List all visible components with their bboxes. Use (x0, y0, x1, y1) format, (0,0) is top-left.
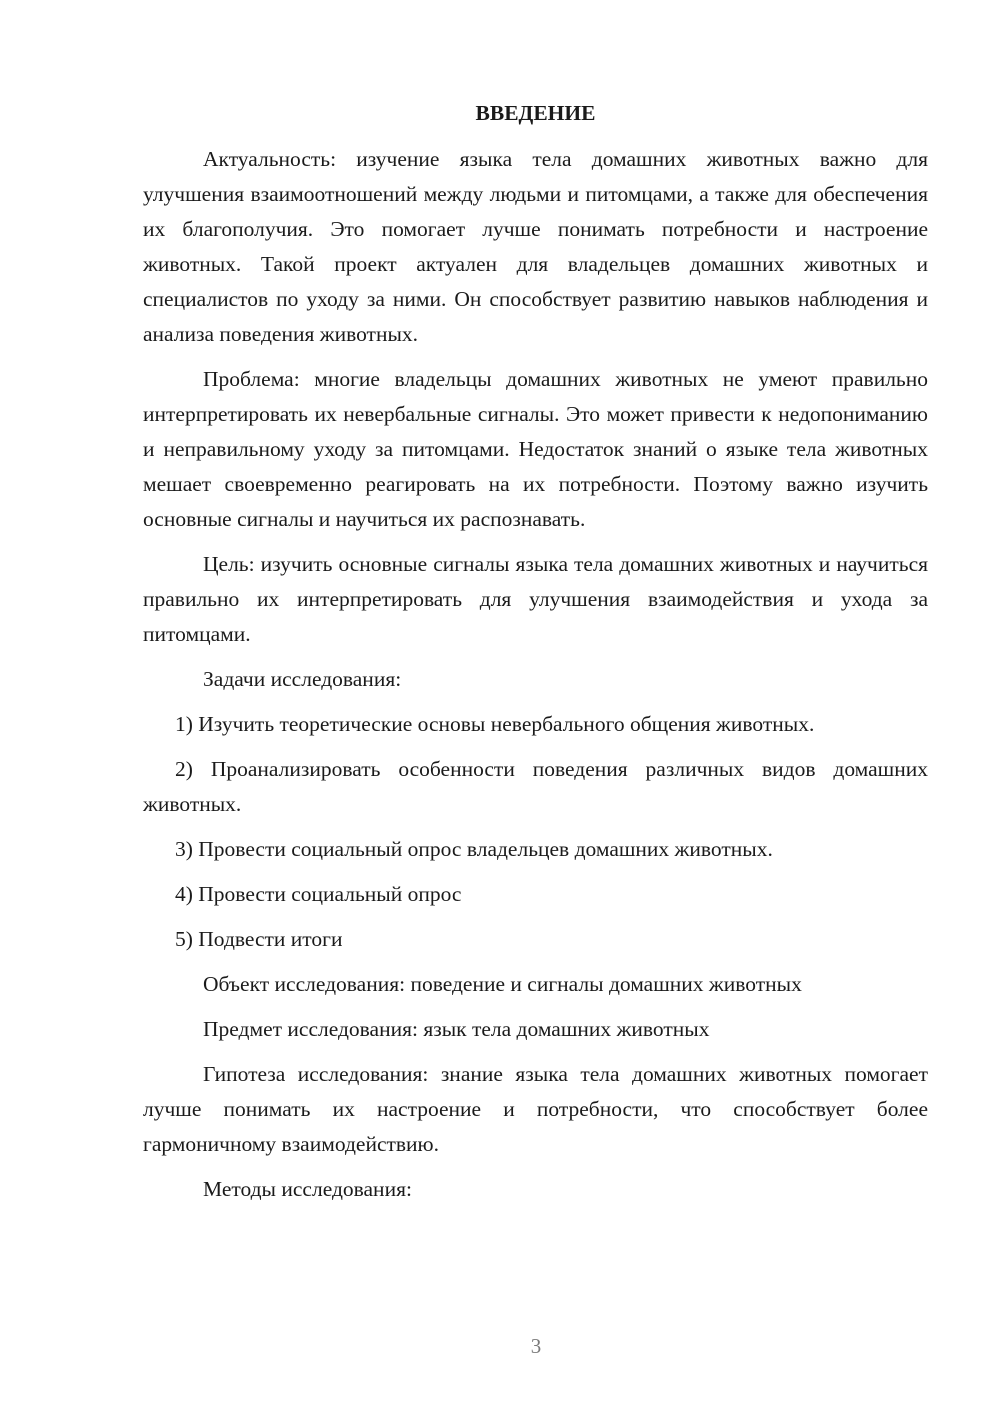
methods-heading: Методы исследования: (203, 1177, 412, 1201)
object-paragraph: Объект исследования: поведение и сигналы домашних животных (203, 972, 802, 996)
goal-paragraph: Цель: изучить основные сигналы языка тела домашних животных и научиться правильно их интерпретировать для улучшения взаимодействия и ухода за питомцами. (143, 552, 928, 646)
problem-paragraph: Проблема: многие владельцы домашних животных не умеют правильно интерпретировать их невербальные сигналы. Это может привести к недопониманию и неправильному уходу за питомцами. Недостаток знаний о языке тела животных мешает своевременно реагировать на их потребности. Поэтому важно изучить основные сигналы и научиться их распознавать. (143, 367, 928, 531)
hypothesis-paragraph: Гипотеза исследования: знание языка тела домашних животных помогает лучше понимать их настроение и потребности, что способствует более гармоничному взаимодействию. (143, 1062, 928, 1156)
task-item: 1) Изучить теоретические основы невербального общения животных. (175, 712, 815, 736)
task-item: 2) Проанализировать особенности поведения различных видов домашних животных. (143, 757, 928, 816)
page-content (143, 96, 928, 1217)
relevance-paragraph: Актуальность: изучение языка тела домашних животных важно для улучшения взаимоотношений между людьми и питомцами, а также для обеспечения их благополучия. Это помогает лучше понимать потребности и настроение животных. Такой проект актуален для владельцев домашних животных и специалистов по уходу за ними. Он способствует развитию навыков наблюдения и анализа поведения животных. (143, 147, 928, 346)
task-item: 5) Подвести итоги (175, 927, 343, 951)
subject-paragraph: Предмет исследования: язык тела домашних животных (203, 1017, 710, 1041)
section-title: ВВЕДЕНИЕ (475, 101, 596, 125)
task-item: 4) Провести социальный опрос (175, 882, 462, 906)
tasks-heading: Задачи исследования: (203, 667, 402, 691)
page-number: 3 (530, 1334, 542, 1358)
task-item: 3) Провести социальный опрос владельцев домашних животных. (175, 837, 773, 861)
